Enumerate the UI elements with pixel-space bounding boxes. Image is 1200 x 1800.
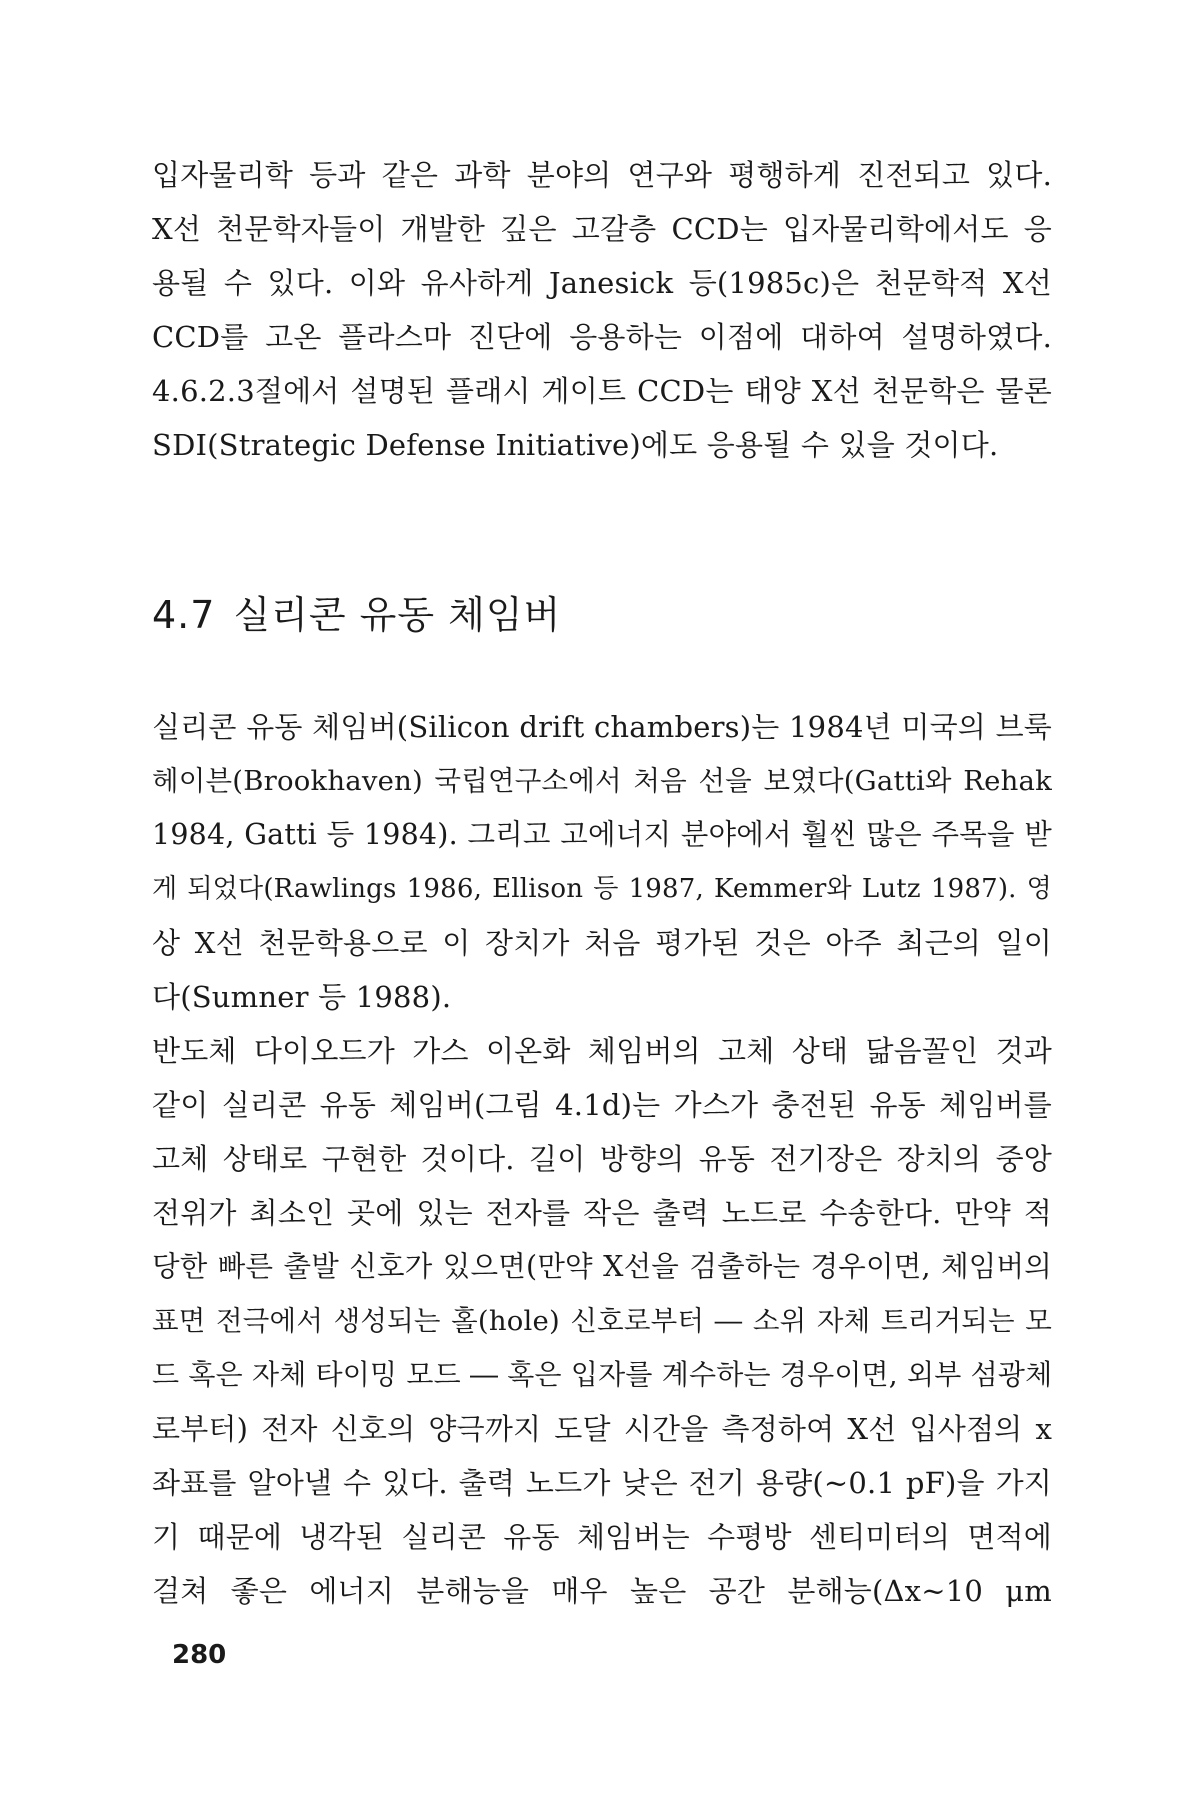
page-number: 280 xyxy=(172,1640,227,1670)
text-line: 드 혹은 자체 타이밍 모드 ― 혹은 입자를 계수하는 경우이면, 외부 섬광체 xyxy=(152,1358,1053,1391)
text-line: SDI(Strategic Defense Initiative)에도 응용될 수 있을 것이다. xyxy=(152,428,999,462)
text-line: 헤이븐(Brookhaven) 국립연구소에서 처음 선을 보였다(Gatti와 Rehak xyxy=(152,765,1052,797)
text-line: 고체 상태로 구현한 것이다. 길이 방향의 유동 전기장은 장치의 중앙 xyxy=(152,1142,1052,1176)
text-line: 좌표를 알아낼 수 있다. 출력 노드가 낮은 전기 용량(~0.1 pF)을 가지 xyxy=(152,1466,1052,1500)
text-line: 실리콘 유동 체임버(Silicon drift chambers)는 1984년 미국의 브룩 xyxy=(152,710,1052,744)
section-heading xyxy=(152,584,561,639)
paragraph-2 xyxy=(152,1024,1052,1618)
text-line: CCD를 고온 플라스마 진단에 응용하는 이점에 대하여 설명하였다. xyxy=(152,320,1052,354)
text-line: 전위가 최소인 곳에 있는 전자를 작은 출력 노드로 수송한다. 만약 적 xyxy=(152,1196,1052,1230)
text-line: 같이 실리콘 유동 체임버(그림 4.1d)는 가스가 충전된 유동 체임버를 xyxy=(152,1088,1052,1122)
paragraph-top xyxy=(152,148,1052,472)
text-line: 다(Sumner 등 1988). xyxy=(152,980,452,1014)
text-line: X선 천문학자들이 개발한 깊은 고갈층 CCD는 입자물리학에서도 응 xyxy=(152,212,1052,246)
paragraph-1 xyxy=(152,700,1052,1024)
text-line: 용될 수 있다. 이와 유사하게 Janesick 등(1985c)은 천문학적 X선 xyxy=(152,266,1052,300)
text-line: 표면 전극에서 생성되는 홀(hole) 신호로부터 ― 소위 자체 트리거되는 모 xyxy=(152,1305,1052,1337)
text-line: 게 되었다(Rawlings 1986, Ellison 등 1987, Kemmer와 Lutz 1987). 영 xyxy=(152,874,1052,904)
text-line: 입자물리학 등과 같은 과학 분야의 연구와 평행하게 진전되고 있다. xyxy=(152,158,1052,192)
text-line: 1984, Gatti 등 1984). 그리고 고에너지 분야에서 훨씬 많은 주목을 받 xyxy=(152,818,1052,851)
section-number: 4.7 xyxy=(152,593,216,637)
text-line: 상 X선 천문학용으로 이 장치가 처음 평가된 것은 아주 최근의 일이 xyxy=(152,926,1052,960)
text-line: 당한 빠른 출발 신호가 있으면(만약 X선을 검출하는 경우이면, 체임버의 xyxy=(152,1250,1052,1283)
text-line: 4.6.2.3절에서 설명된 플래시 게이트 CCD는 태양 X선 천문학은 물론 xyxy=(152,374,1052,408)
text-line: 기 때문에 냉각된 실리콘 유동 체임버는 수평방 센티미터의 면적에 xyxy=(152,1520,1052,1554)
text-line: 걸쳐 좋은 에너지 분해능을 매우 높은 공간 분해능(Δx~10 μm xyxy=(152,1574,1052,1608)
section-title: 실리콘 유동 체임버 xyxy=(233,593,562,637)
text-line: 로부터) 전자 신호의 양극까지 도달 시간을 측정하여 X선 입사점의 x xyxy=(152,1412,1052,1446)
text-line: 반도체 다이오드가 가스 이온화 체임버의 고체 상태 닮음꼴인 것과 xyxy=(152,1034,1052,1068)
